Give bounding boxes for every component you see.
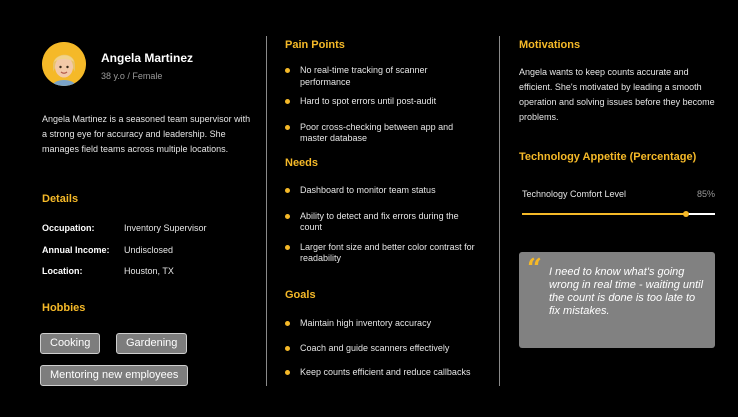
pain-points-list bbox=[285, 65, 480, 145]
needs-title: Needs bbox=[285, 157, 319, 169]
hobbies-title: Hobbies bbox=[42, 302, 86, 314]
details-title: Details bbox=[42, 193, 79, 205]
list-item: No real-time tracking of scanner performance bbox=[285, 65, 480, 88]
bullet-dot-icon bbox=[285, 188, 290, 193]
quote-mark-icon: “ bbox=[527, 254, 542, 284]
quote-text: I need to know what's going wrong in real time - waiting until the count is done is too late to fix mistakes. bbox=[549, 266, 704, 317]
bullet-dot-icon bbox=[285, 321, 290, 326]
bullet-dot-icon bbox=[285, 346, 290, 351]
tech-appetite-title: Technology Appetite (Percentage) bbox=[519, 151, 697, 163]
list-item: Hard to spot errors until post-audit bbox=[285, 96, 480, 108]
quote-card bbox=[519, 252, 715, 348]
tech-comfort-label: Technology Comfort Level bbox=[522, 189, 627, 199]
goals-title: Goals bbox=[285, 289, 316, 301]
hobby-chip-cooking: Cooking bbox=[40, 333, 100, 354]
list-item: Poor cross-checking between app and master database bbox=[285, 122, 480, 145]
tech-comfort-knob bbox=[683, 211, 689, 217]
detail-row-income bbox=[42, 245, 173, 255]
persona-name: Angela Martinez bbox=[101, 51, 194, 65]
detail-row-occupation bbox=[42, 223, 207, 233]
bullet-dot-icon bbox=[285, 99, 290, 104]
avatar-face-icon bbox=[42, 42, 86, 86]
hobby-chip-mentoring: Mentoring new employees bbox=[40, 365, 188, 386]
column-divider-right bbox=[499, 36, 500, 386]
list-item: Maintain high inventory accuracy bbox=[285, 318, 480, 330]
column-divider-left bbox=[266, 36, 267, 386]
needs-list bbox=[285, 185, 480, 265]
persona-age-gender: 38 y.o / Female bbox=[101, 71, 163, 81]
detail-label: Annual Income: bbox=[42, 245, 110, 255]
persona-bio: Angela Martinez is a seasoned team supervisor with a strong eye for accuracy and leadership. She manages field teams across multiple locations. bbox=[42, 114, 251, 154]
bullet-dot-icon bbox=[285, 214, 290, 219]
detail-value: Undisclosed bbox=[124, 245, 174, 255]
motivations-title: Motivations bbox=[519, 39, 581, 51]
detail-value: Houston, TX bbox=[124, 266, 174, 276]
list-item: Coach and guide scanners effectively bbox=[285, 343, 480, 355]
tech-comfort-value: 85% bbox=[697, 189, 716, 199]
bullet-dot-icon bbox=[285, 370, 290, 375]
motivations-text: Angela wants to keep counts accurate and efficient. She's motivated by leading a smooth operation and solving issues before they become problems. bbox=[519, 67, 715, 122]
goals-list bbox=[285, 318, 480, 379]
list-item: Keep counts efficient and reduce callbacks bbox=[285, 367, 480, 379]
bullet-dot-icon bbox=[285, 125, 290, 130]
tech-comfort-fill bbox=[522, 213, 686, 215]
detail-label: Occupation: bbox=[42, 223, 95, 233]
tech-comfort-slider bbox=[522, 213, 715, 215]
bullet-dot-icon bbox=[285, 68, 290, 73]
detail-value: Inventory Supervisor bbox=[124, 223, 207, 233]
avatar bbox=[42, 42, 86, 86]
pain-points-title: Pain Points bbox=[285, 39, 345, 51]
list-item: Dashboard to monitor team status bbox=[285, 185, 480, 197]
list-item: Ability to detect and fix errors during the count bbox=[285, 211, 480, 234]
hobby-chip-gardening: Gardening bbox=[116, 333, 187, 354]
detail-label: Location: bbox=[42, 266, 83, 276]
bullet-dot-icon bbox=[285, 245, 290, 250]
list-item: Larger font size and better color contrast for readability bbox=[285, 242, 480, 265]
detail-row-location bbox=[42, 266, 174, 276]
